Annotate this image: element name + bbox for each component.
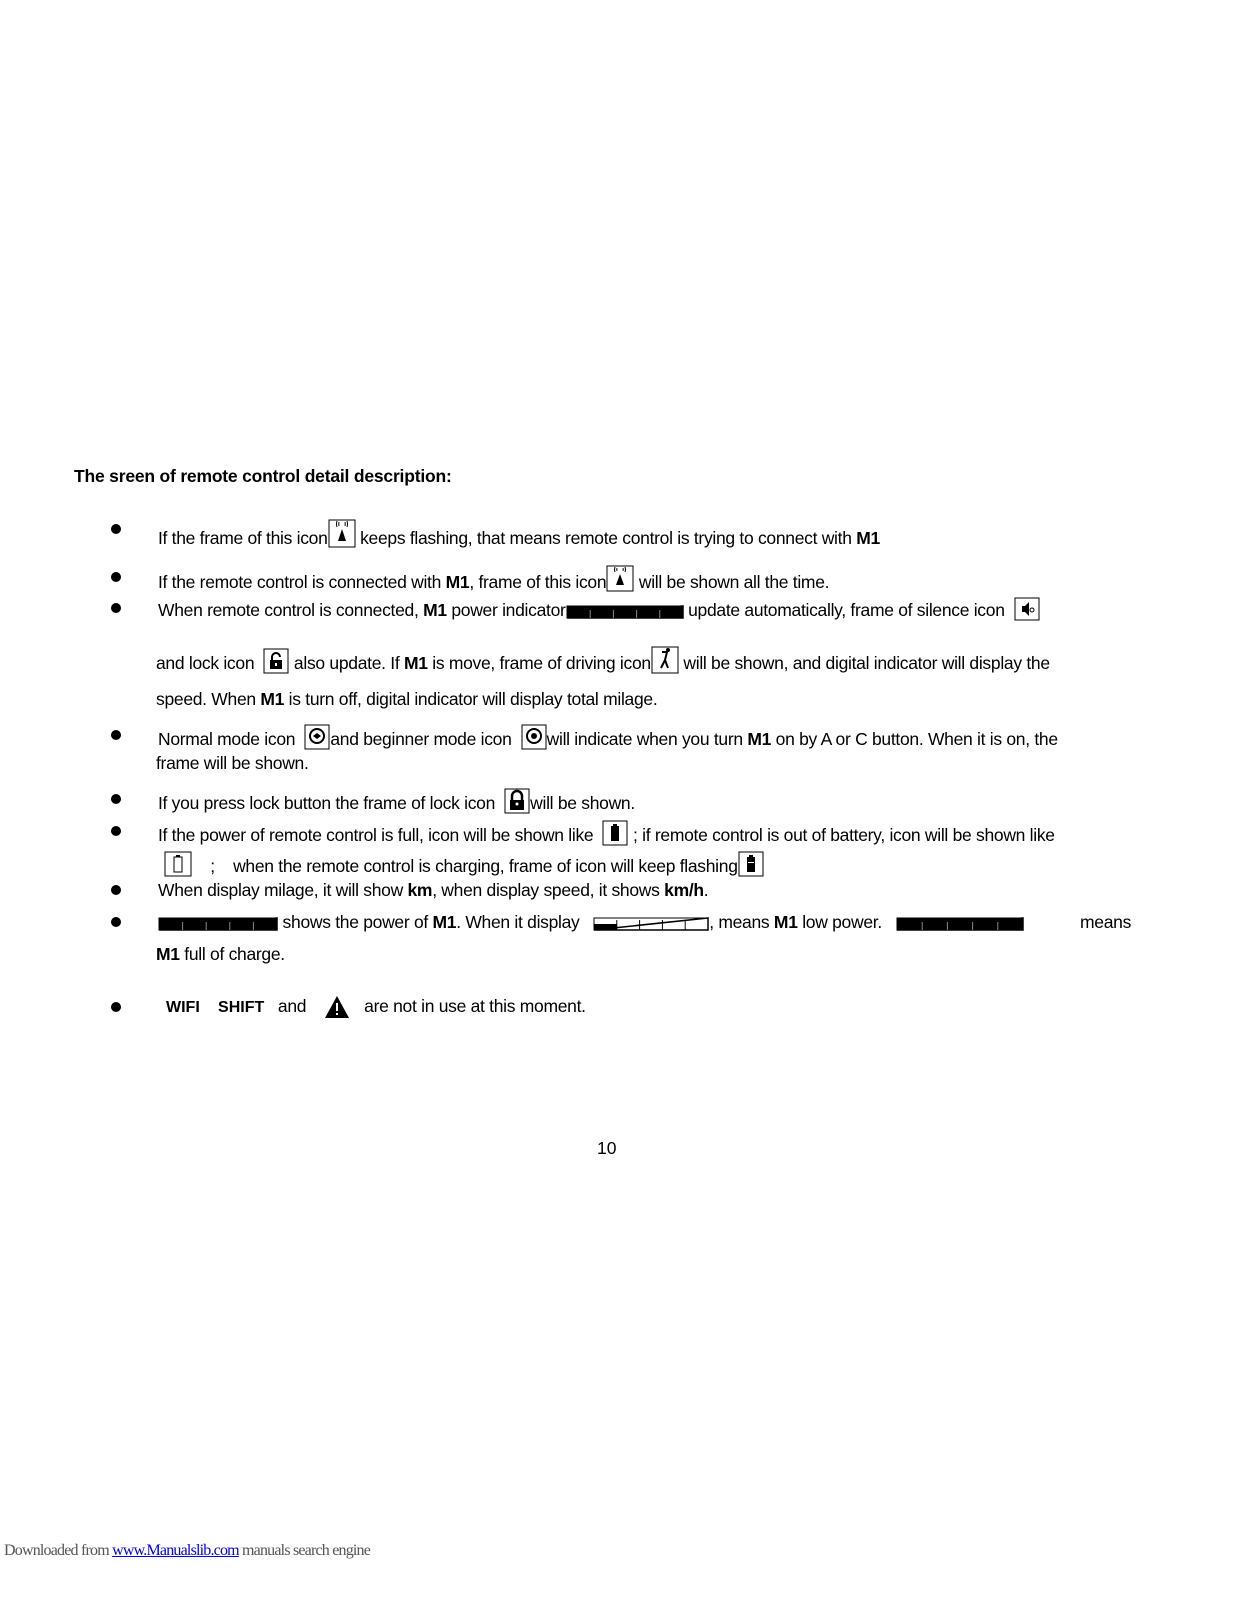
text: will be shown. xyxy=(530,793,635,813)
text: keeps flashing, that means remote control is trying to connect with xyxy=(355,528,857,548)
list-item-3-line-3 xyxy=(156,688,657,710)
unit-km: km xyxy=(407,880,433,900)
lock-icon xyxy=(504,788,530,814)
beginner-mode-icon xyxy=(521,724,547,750)
text: Normal mode icon xyxy=(158,729,296,749)
power-indicator-bar xyxy=(566,605,684,621)
text: also update. If xyxy=(289,653,404,673)
text: If the remote control is connected with xyxy=(158,572,446,592)
text: is move, frame of driving icon xyxy=(427,653,651,673)
text: , when display speed, it shows xyxy=(432,880,665,900)
text: If you press lock button the frame of lock icon xyxy=(158,793,496,813)
footer xyxy=(4,1542,370,1560)
list-item-2 xyxy=(158,565,829,593)
text: will be shown all the time. xyxy=(634,572,830,592)
model-name: M1 xyxy=(432,912,457,932)
list-item-5 xyxy=(158,788,635,814)
power-indicator-bar xyxy=(896,917,1024,933)
text: . When it display xyxy=(456,912,580,932)
list-item-6-line-1 xyxy=(158,820,1055,846)
text: power indicator xyxy=(446,600,566,620)
list-item-6-line-2 xyxy=(164,851,764,877)
list-item-3-line-1 xyxy=(158,597,1040,621)
power-indicator-bar xyxy=(593,917,709,933)
battery-full-icon xyxy=(602,820,628,846)
bullet-dot xyxy=(111,917,121,927)
text: full of charge. xyxy=(179,944,285,964)
text: low power. xyxy=(797,912,882,932)
battery-empty-icon xyxy=(164,851,192,877)
text: and lock icon xyxy=(156,653,255,673)
bullet-dot xyxy=(111,1002,121,1012)
section-heading: The sreen of remote control detail description: xyxy=(74,466,452,486)
model-name: M1 xyxy=(156,944,180,964)
list-item-9 xyxy=(166,995,586,1019)
text: is turn off, digital indicator will display total milage. xyxy=(284,689,658,709)
driving-icon xyxy=(651,646,679,674)
power-indicator-bar xyxy=(158,917,278,933)
text: When remote control is connected, xyxy=(158,600,424,620)
text: will be shown, and digital indicator will display the xyxy=(678,653,1050,673)
text: . xyxy=(703,880,709,900)
warning-icon xyxy=(324,995,350,1019)
bullet-dot xyxy=(111,885,121,895)
text: speed. When xyxy=(156,689,261,709)
list-item-8-line-1 xyxy=(158,911,1024,933)
list-item-7 xyxy=(158,879,708,901)
shift-label: SHIFT xyxy=(218,999,265,1016)
page-number: 10 xyxy=(597,1138,617,1158)
antenna-icon xyxy=(606,565,634,593)
unit-kmh: km/h xyxy=(664,880,704,900)
list-item-1 xyxy=(158,519,880,549)
list-item-8-line-2 xyxy=(156,943,285,965)
text: are not in use at this moment. xyxy=(364,996,586,1016)
battery-charging-icon xyxy=(738,851,764,877)
text: ; if remote control is out of battery, icon will be shown like xyxy=(633,825,1055,845)
text: on by A or C button. When it is on, the xyxy=(771,729,1058,749)
bullet-dot xyxy=(111,794,121,804)
text: when the remote control is charging, frame of icon will keep flashing xyxy=(233,856,738,876)
text: shows the power of xyxy=(278,912,433,932)
silence-icon xyxy=(1014,597,1040,621)
bullet-dot xyxy=(111,524,121,534)
bullet-dot xyxy=(111,730,121,740)
model-name: M1 xyxy=(773,912,798,932)
manualslib-link[interactable]: www.Manualslib.com xyxy=(112,1542,239,1559)
model-name: M1 xyxy=(403,653,428,673)
text: If the power of remote control is full, icon will be shown like xyxy=(158,825,594,845)
text: update automatically, frame of silence icon xyxy=(683,600,1005,620)
text: , means xyxy=(709,912,774,932)
list-item-4-line-2: frame will be shown. xyxy=(156,753,309,773)
text: , frame of this icon xyxy=(469,572,607,592)
model-name: M1 xyxy=(423,600,447,620)
list-item-3-line-2 xyxy=(156,646,1050,674)
text: and beginner mode icon xyxy=(330,729,512,749)
text: will indicate when you turn xyxy=(546,729,748,749)
wifi-label: WIFI xyxy=(166,999,200,1016)
footer-prefix: Downloaded from xyxy=(4,1542,113,1559)
model-name: M1 xyxy=(445,572,470,592)
text: When display milage, it will show xyxy=(158,880,408,900)
antenna-icon xyxy=(328,519,356,549)
model-name: M1 xyxy=(260,689,285,709)
model-name: M1 xyxy=(856,528,880,548)
bullet-dot xyxy=(111,572,121,582)
text: and xyxy=(277,996,307,1016)
text: If the frame of this icon xyxy=(158,528,328,548)
text: ; xyxy=(210,856,215,876)
bullet-dot xyxy=(111,826,121,836)
list-item-4-line-1 xyxy=(158,724,1058,750)
footer-suffix: manuals search engine xyxy=(238,1542,371,1559)
bullet-dot xyxy=(111,603,121,613)
lock-icon xyxy=(263,648,289,674)
text: means xyxy=(1080,912,1132,932)
normal-mode-icon xyxy=(304,724,330,750)
model-name: M1 xyxy=(747,729,772,749)
